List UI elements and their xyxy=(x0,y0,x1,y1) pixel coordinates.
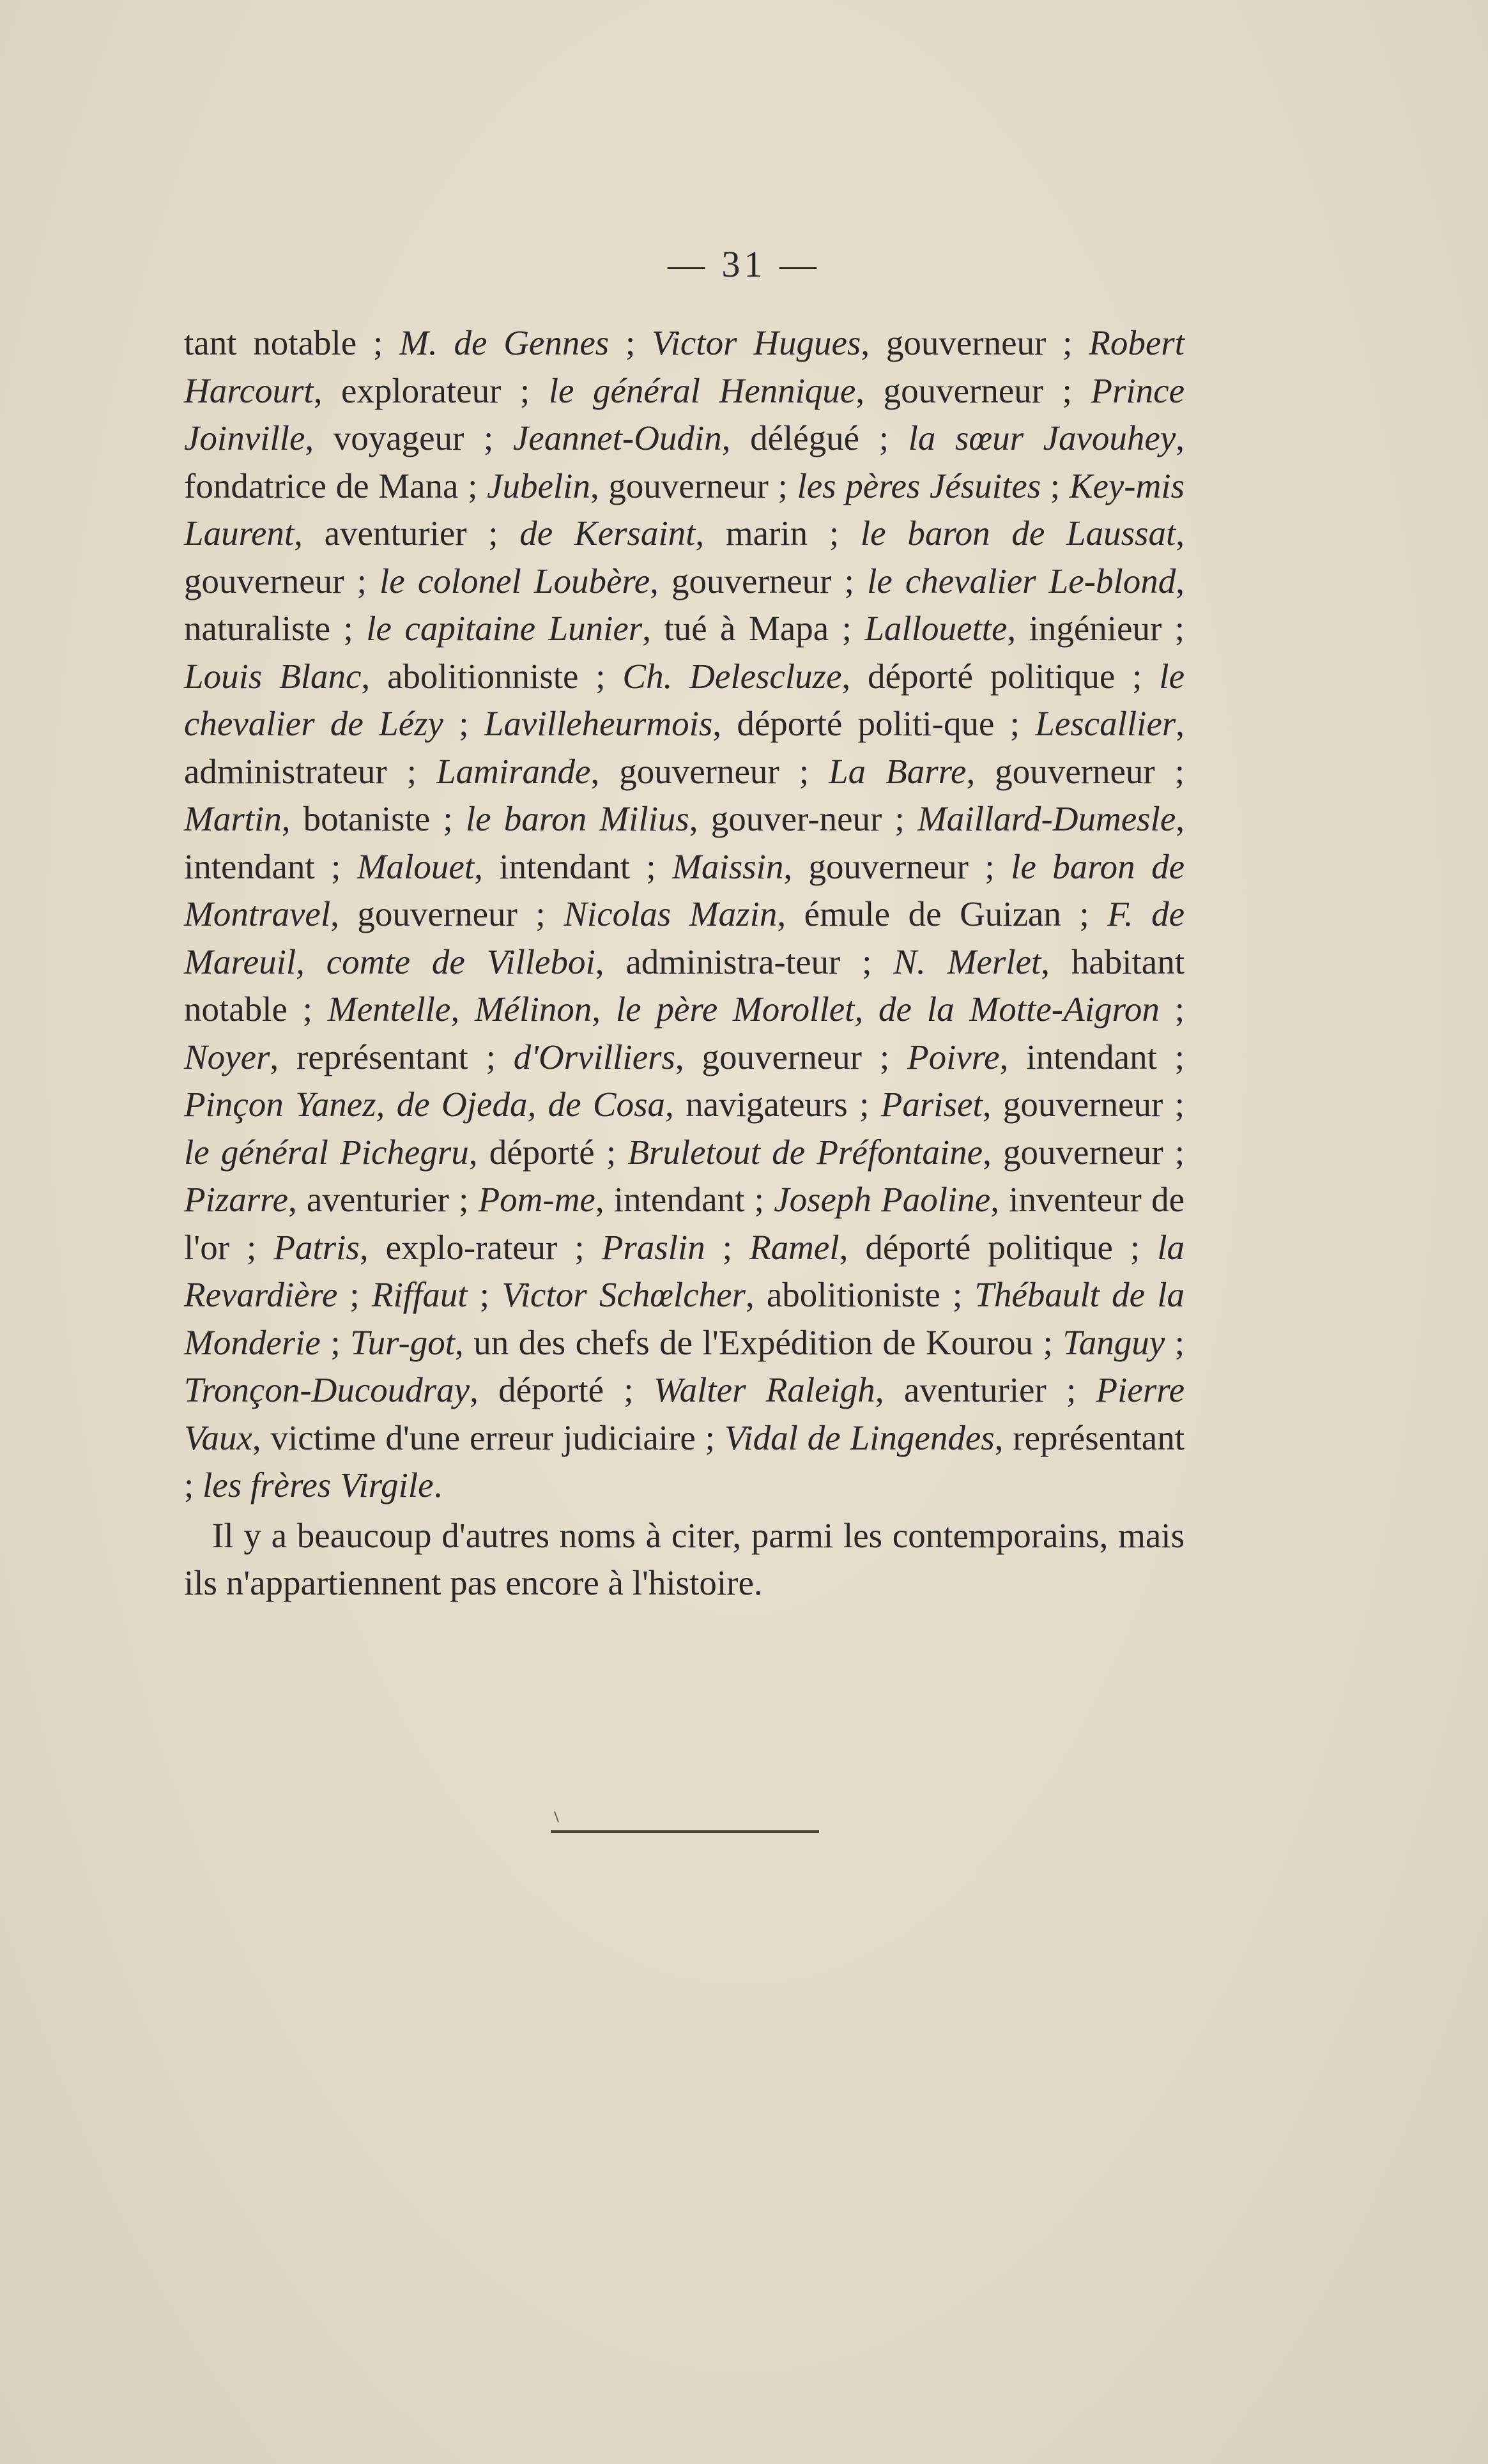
text-segment: tant notable ; xyxy=(184,323,400,362)
text-segment: , naturaliste ; xyxy=(184,561,1185,648)
name-segment: Jubelin xyxy=(487,466,590,505)
name-segment: Lamirande xyxy=(436,751,591,791)
text-segment: , botaniste ; xyxy=(281,799,466,838)
name-segment: Victor Hugues xyxy=(652,323,861,362)
name-segment: Noyer xyxy=(184,1037,270,1076)
text-segment: ; xyxy=(705,1227,750,1267)
name-segment: le général Pichegru xyxy=(184,1132,469,1172)
name-segment: Robert Harcourt xyxy=(184,323,1185,410)
name-segment: Bruletout de Préfontaine xyxy=(627,1132,983,1172)
text-segment: , habitant notable ; xyxy=(184,942,1185,1029)
text-segment: , gouverneur ; xyxy=(650,561,868,601)
name-segment: Pinçon Yanez, de Ojeda, de Cosa xyxy=(184,1085,666,1124)
text-segment: , explo-rateur ; xyxy=(359,1227,602,1267)
name-segment: Louis Blanc xyxy=(184,656,362,696)
name-segment: le général Hennique xyxy=(548,371,856,410)
name-segment: Joseph Paoline xyxy=(774,1180,991,1219)
name-segment: Praslin xyxy=(601,1227,705,1267)
text-segment: , délégué ; xyxy=(721,418,909,457)
text-segment: ; xyxy=(609,323,652,362)
text-segment: , gouverneur ; xyxy=(330,894,564,933)
text-segment: , gouverneur ; xyxy=(861,323,1089,362)
text-segment: , abolitionniste ; xyxy=(361,656,623,696)
name-segment: Martin xyxy=(184,799,282,838)
name-segment: Vidal de Lingendes xyxy=(724,1418,995,1457)
text-segment: , intendant ; xyxy=(184,799,1185,886)
text-segment: , gouverneur ; xyxy=(966,751,1185,791)
text-segment: , déporté politique ; xyxy=(839,1227,1158,1267)
text-segment: , navigateurs ; xyxy=(665,1085,881,1124)
name-segment: Pierre Vaux xyxy=(184,1370,1185,1457)
name-segment: le baron Milius xyxy=(465,799,689,838)
text-segment: , gouverneur ; xyxy=(983,1132,1185,1172)
name-segment: Key-mis Laurent xyxy=(184,466,1185,553)
name-segment: Ch. Delescluze xyxy=(622,656,842,696)
text-segment: , ingénieur ; xyxy=(1007,609,1185,648)
text-segment: , déporté politique ; xyxy=(841,656,1160,696)
text-segment: , voyageur ; xyxy=(305,418,513,457)
text-segment: , représentant ; xyxy=(270,1037,514,1076)
text-segment: ; xyxy=(467,1275,502,1314)
text-segment: , abolitioniste ; xyxy=(745,1275,975,1314)
text-segment: , aventurier ; xyxy=(294,514,520,553)
name-segment: Pom-me xyxy=(478,1180,595,1219)
name-segment: le baron de Montravel xyxy=(184,846,1185,933)
text-segment: , inventeur de l'or ; xyxy=(184,1180,1185,1267)
text-segment: , marin ; xyxy=(695,514,861,553)
name-segment: le chevalier Le-blond xyxy=(867,561,1176,601)
name-segment: F. de Mareuil, comte de Villeboi xyxy=(184,894,1185,981)
name-segment: Patris xyxy=(273,1227,360,1267)
text-segment: , tué à Mapa ; xyxy=(642,609,865,648)
text-segment: , administrateur ; xyxy=(184,704,1185,791)
name-segment: le capitaine Lunier xyxy=(366,609,643,648)
name-segment: les frères Virgile xyxy=(203,1465,434,1504)
paragraph-names-list xyxy=(184,319,1185,1510)
name-segment: la Revardière xyxy=(184,1227,1185,1314)
end-rule xyxy=(551,1830,819,1833)
name-segment: le colonel Loubère xyxy=(380,561,650,601)
name-segment: Lavilleheurmois xyxy=(484,704,713,743)
paragraph-closing: Il y a beaucoup d'autres noms à citer, parmi les contemporains, mais ils n'appartiennent pas encore à l'histoire. xyxy=(184,1515,1185,1602)
page-number: — 31 — xyxy=(668,243,820,285)
name-segment: Tur-got xyxy=(350,1322,456,1362)
text-segment: , gouverneur ; xyxy=(590,466,797,505)
text-segment: , gouver-neur ; xyxy=(689,799,917,838)
text-segment: , aventurier ; xyxy=(288,1180,479,1219)
name-segment: La Barre xyxy=(829,751,967,791)
text-segment: , représentant ; xyxy=(184,1418,1185,1504)
text-segment: , administra-teur ; xyxy=(595,942,894,981)
body-text xyxy=(184,319,1185,1607)
name-segment: d'Orvilliers xyxy=(513,1037,675,1076)
text-segment: , intendant ; xyxy=(474,846,673,886)
name-segment: de Kersaint xyxy=(519,514,696,553)
text-segment: , gouverneur ; xyxy=(590,751,829,791)
text-segment: , gouverneur ; xyxy=(982,1085,1185,1124)
name-segment: N. Merlet xyxy=(893,942,1041,981)
text-segment: , déporté ; xyxy=(468,1132,628,1172)
name-segment: la sœur Javouhey xyxy=(908,418,1176,457)
name-segment: Pizarre xyxy=(184,1180,288,1219)
text-segment: , gouverneur ; xyxy=(783,846,1011,886)
name-segment: le baron de Laussat xyxy=(860,514,1176,553)
text-segment: , déporté ; xyxy=(470,1370,654,1409)
name-segment: Maillard-Dumesle xyxy=(917,799,1176,838)
text-segment: , émule de Guizan ; xyxy=(777,894,1108,933)
text-segment: , gouverneur ; xyxy=(675,1037,907,1076)
name-segment: M. de Gennes xyxy=(399,323,610,362)
text-segment: , intendant ; xyxy=(999,1037,1185,1076)
text-segment: , déporté politi-que ; xyxy=(712,704,1036,743)
text-segment: ; xyxy=(1165,1322,1185,1362)
name-segment: Thébault de la Monderie xyxy=(184,1275,1185,1362)
text-segment: ; xyxy=(320,1322,351,1362)
name-segment: Poivre xyxy=(907,1037,1000,1076)
name-segment: Malouet xyxy=(357,846,475,886)
name-segment: Maissin xyxy=(672,846,784,886)
text-segment: , intendant ; xyxy=(595,1180,774,1219)
name-segment: Mentelle, Mélinon, le père Morollet, de la Motte-Aigron xyxy=(327,990,1160,1029)
printer-mark xyxy=(554,1811,559,1823)
text-segment: ; xyxy=(1041,466,1070,505)
text-segment: , gouverneur ; xyxy=(184,514,1185,601)
name-segment: Ramel xyxy=(749,1227,840,1267)
name-segment: Lallouette xyxy=(864,609,1008,648)
text-segment: , fondatrice de Mana ; xyxy=(184,418,1185,505)
name-segment: les pères Jésuites xyxy=(797,466,1041,505)
text-segment: , un des chefs de l'Expédition de Kourou ; xyxy=(455,1322,1063,1362)
text-segment: , explorateur ; xyxy=(313,371,549,410)
text-segment: , gouverneur ; xyxy=(855,371,1091,410)
name-segment: Jeannet-Oudin xyxy=(512,418,722,457)
name-segment: Prince Joinville xyxy=(184,371,1185,457)
name-segment: Pariset xyxy=(880,1085,983,1124)
name-segment: Nicolas Mazin xyxy=(564,894,778,933)
text-segment: , aventurier ; xyxy=(875,1370,1096,1409)
name-segment: le chevalier de Lézy xyxy=(184,656,1185,743)
text-segment: ; xyxy=(443,704,484,743)
name-segment: Walter Raleigh xyxy=(653,1370,875,1409)
text-segment: . xyxy=(433,1465,443,1504)
name-segment: Victor Schœlcher xyxy=(502,1275,746,1314)
name-segment: Riffaut xyxy=(371,1275,468,1314)
text-segment: , victime d'une erreur judiciaire ; xyxy=(252,1418,725,1457)
text-segment: ; xyxy=(337,1275,372,1314)
name-segment: Tanguy xyxy=(1062,1322,1165,1362)
text-segment: ; xyxy=(1159,990,1185,1029)
name-segment: Tronçon-Ducoudray xyxy=(184,1370,470,1409)
name-segment: Lescallier xyxy=(1035,704,1176,743)
